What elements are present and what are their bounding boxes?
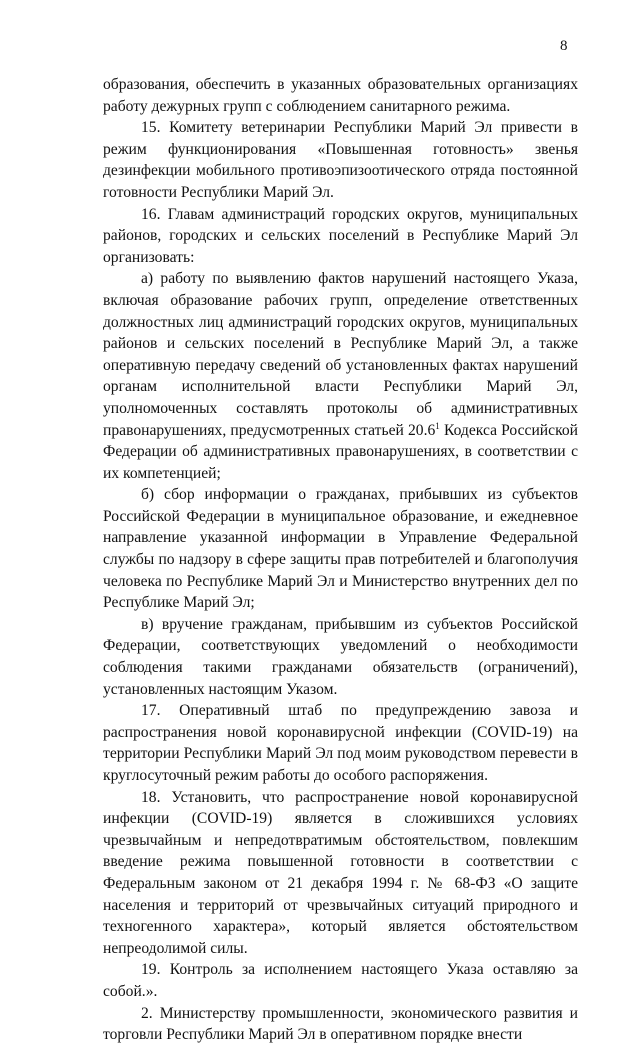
subitem-a-text: а) работу по выявлению фактов нарушений настоящего Указа, включая образование рабочих групп, определение ответственных должностных лиц администраций городских округов, муниципальных районов и сельских поселений в Республике Марий Эл, а также оперативную передачу сведений об установленных фактах нарушений органам исполнительной власти Республики Марий Эл, уполномоченных составлять протоколы об административных правонарушениях, предусмотренных статьей 20.6: [103, 270, 578, 439]
paragraph-continuation: образования, обеспечить в указанных образовательных организациях работу дежурных групп с соблюдением санитарного режима.: [103, 76, 578, 115]
paragraph-item-15: 15. Комитету ветеринарии Республики Марий Эл привести в режим функционирования «Повышенная готовность» звенья дезинфекции мобильного противоэпизоотического отряда постоянной готовности Республики Марий Эл.: [103, 119, 578, 201]
paragraph-subitem-a: [103, 268, 578, 484]
paragraph-item-18: 18. Установить, что распространение новой коронавирусной инфекции (COVID-19) является в сложившихся условиях чрезвычайным и непредотвратимым обстоятельством, повлекшим введение режима повышенной готовности в соответствии с Федеральным законом от 21 декабря 1994 г. № 68-ФЗ «О защите населения и территорий от чрезвычайных ситуаций природного и техногенного характера», который является обстоятельством непреодолимой силы.: [103, 788, 578, 957]
paragraph-subitem-b: б) сбор информации о гражданах, прибывших из субъектов Российской Федерации в муниципальное образование, и ежедневное направление указанной информации в Управление Федеральной службы по надзору в сфере защиты прав потребителей и благополучия человека по Республике Марий Эл и Министерство внутренних дел по Республике Марий Эл;: [103, 486, 578, 612]
article-superscript: 1: [435, 420, 440, 431]
document-body: [103, 74, 578, 1046]
paragraph-section-2: 2. Министерству промышленности, экономического развития и торговли Республики Марий Эл в оперативном порядке внести: [103, 1004, 578, 1044]
subitem-a-tail: Кодекса Российской Федерации об административных правонарушениях, в соответствии с их компетенцией;: [103, 421, 578, 482]
paragraph-subitem-v: в) вручение гражданам, прибывшим из субъектов Российской Федерации, соответствующих уведомлений о необходимости соблюдения такими гражданами обязательств (ограничений), установленных настоящим Указом.: [103, 615, 578, 698]
paragraph-item-19: 19. Контроль за исполнением настоящего Указа оставляю за собой.».: [103, 961, 578, 1000]
paragraph-item-16: 16. Главам администраций городских округов, муниципальных районов, городских и сельских поселений в Республике Марий Эл организовать:: [103, 205, 578, 266]
page-number: 8: [560, 38, 568, 54]
paragraph-item-17: 17. Оперативный штаб по предупреждению завоза и распространения новой коронавирусной инфекции (COVID-19) на территории Республики Марий Эл под моим руководством перевести в круглосуточный режим работы до особого распоряжения.: [103, 702, 578, 784]
